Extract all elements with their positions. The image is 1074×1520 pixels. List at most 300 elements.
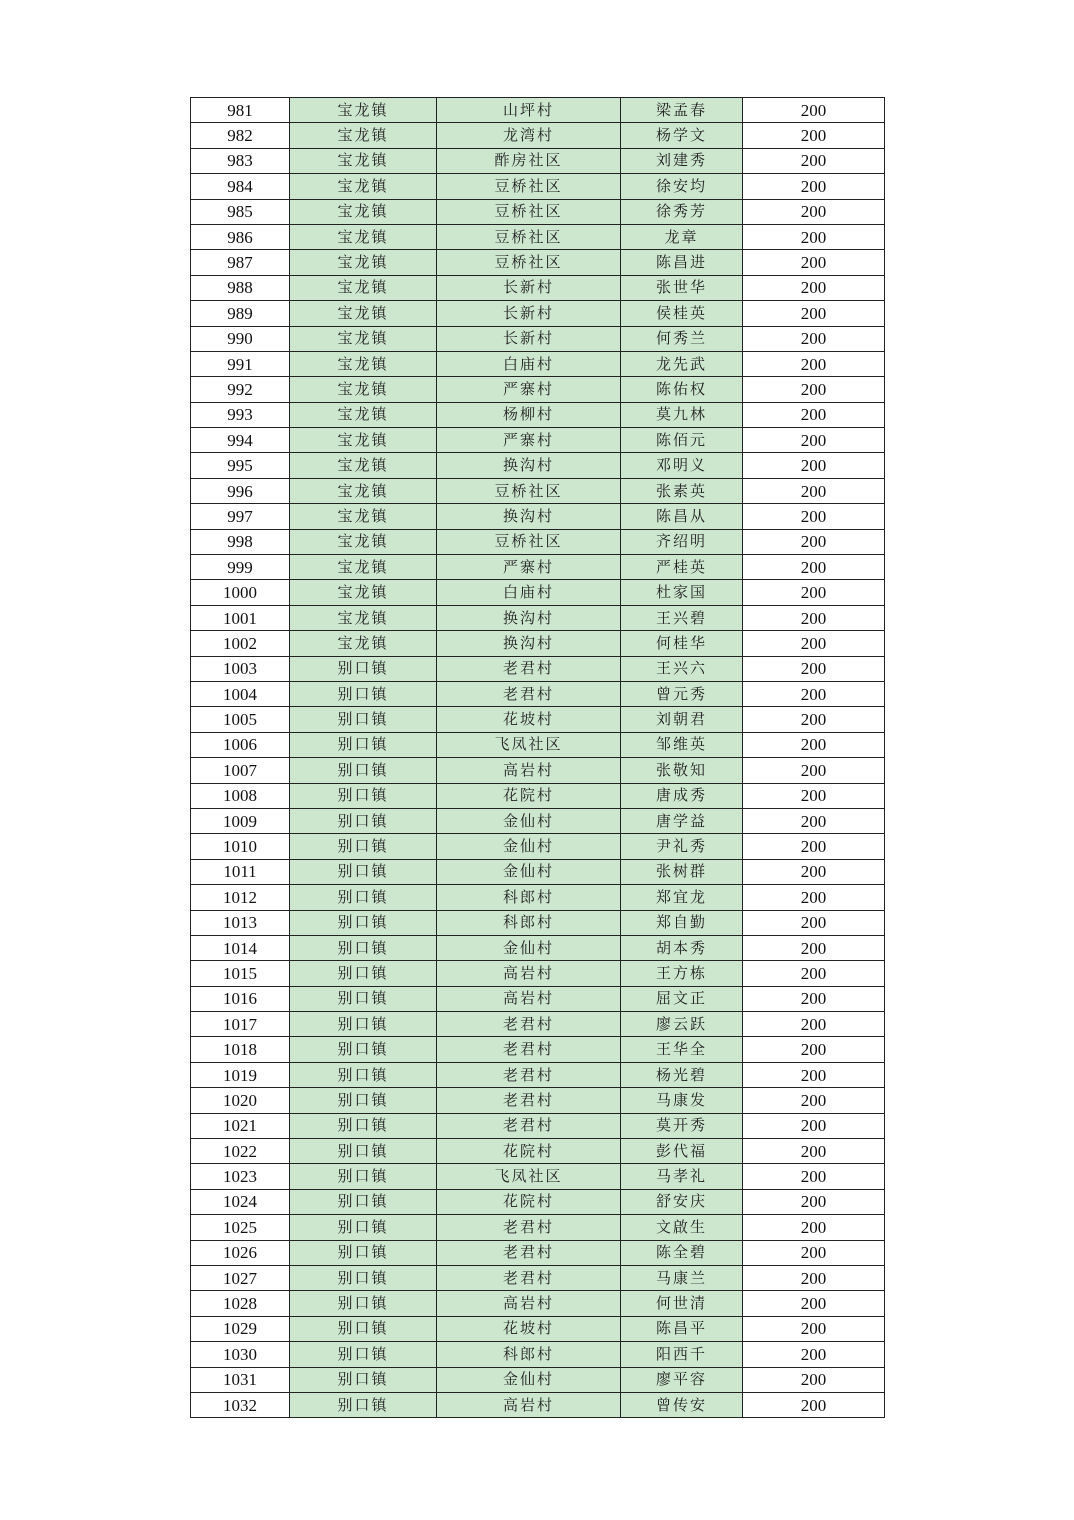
town-cell: 别口镇 <box>290 681 437 706</box>
village-cell: 老君村 <box>437 1240 621 1265</box>
town-cell: 别口镇 <box>290 1012 437 1037</box>
town-cell: 宝龙镇 <box>290 631 437 656</box>
amount-cell: 200 <box>743 377 885 402</box>
village-cell: 飞凤社区 <box>437 732 621 757</box>
village-cell: 豆桥社区 <box>437 224 621 249</box>
row-number-cell: 990 <box>191 326 290 351</box>
village-cell: 科郎村 <box>437 885 621 910</box>
town-cell: 宝龙镇 <box>290 326 437 351</box>
table-row <box>191 986 885 1011</box>
table-row <box>191 123 885 148</box>
village-cell: 高岩村 <box>437 1291 621 1316</box>
amount-cell: 200 <box>743 1240 885 1265</box>
table-row <box>191 1037 885 1062</box>
village-cell: 豆桥社区 <box>437 250 621 275</box>
row-number-cell: 999 <box>191 555 290 580</box>
row-number-cell: 1025 <box>191 1215 290 1240</box>
row-number-cell: 985 <box>191 199 290 224</box>
person-name-cell: 杜家国 <box>621 580 743 605</box>
row-number-cell: 989 <box>191 301 290 326</box>
village-cell: 花院村 <box>437 783 621 808</box>
amount-cell: 200 <box>743 148 885 173</box>
person-name-cell: 陈昌平 <box>621 1316 743 1341</box>
table-row <box>191 402 885 427</box>
row-number-cell: 995 <box>191 453 290 478</box>
village-cell: 金仙村 <box>437 808 621 833</box>
village-cell: 金仙村 <box>437 1367 621 1392</box>
person-name-cell: 舒安庆 <box>621 1189 743 1214</box>
person-name-cell: 廖云跃 <box>621 1012 743 1037</box>
person-name-cell: 曾元秀 <box>621 681 743 706</box>
table-row <box>191 148 885 173</box>
town-cell: 宝龙镇 <box>290 224 437 249</box>
row-number-cell: 1002 <box>191 631 290 656</box>
amount-cell: 200 <box>743 605 885 630</box>
person-name-cell: 马孝礼 <box>621 1164 743 1189</box>
row-number-cell: 987 <box>191 250 290 275</box>
table-row <box>191 174 885 199</box>
village-cell: 花院村 <box>437 1189 621 1214</box>
person-name-cell: 龙先武 <box>621 351 743 376</box>
amount-cell: 200 <box>743 301 885 326</box>
village-cell: 老君村 <box>437 1037 621 1062</box>
person-name-cell: 莫九林 <box>621 402 743 427</box>
row-number-cell: 994 <box>191 428 290 453</box>
village-cell: 换沟村 <box>437 605 621 630</box>
amount-cell: 200 <box>743 174 885 199</box>
row-number-cell: 983 <box>191 148 290 173</box>
row-number-cell: 1003 <box>191 656 290 681</box>
table-row <box>191 275 885 300</box>
village-cell: 严寨村 <box>437 428 621 453</box>
row-number-cell: 1023 <box>191 1164 290 1189</box>
town-cell: 宝龙镇 <box>290 504 437 529</box>
table-row <box>191 910 885 935</box>
town-cell: 宝龙镇 <box>290 580 437 605</box>
town-cell: 宝龙镇 <box>290 428 437 453</box>
village-cell: 豆桥社区 <box>437 478 621 503</box>
table-row <box>191 199 885 224</box>
town-cell: 别口镇 <box>290 935 437 960</box>
village-cell: 金仙村 <box>437 834 621 859</box>
table-row <box>191 428 885 453</box>
amount-cell: 200 <box>743 834 885 859</box>
person-name-cell: 刘建秀 <box>621 148 743 173</box>
row-number-cell: 1027 <box>191 1265 290 1290</box>
person-name-cell: 郑自勤 <box>621 910 743 935</box>
village-cell: 白庙村 <box>437 580 621 605</box>
person-name-cell: 何秀兰 <box>621 326 743 351</box>
person-name-cell: 陈昌从 <box>621 504 743 529</box>
table-row <box>191 783 885 808</box>
amount-cell: 200 <box>743 275 885 300</box>
person-name-cell: 邹维英 <box>621 732 743 757</box>
table-row <box>191 1291 885 1316</box>
town-cell: 别口镇 <box>290 1367 437 1392</box>
village-cell: 金仙村 <box>437 935 621 960</box>
amount-cell: 200 <box>743 656 885 681</box>
row-number-cell: 1004 <box>191 681 290 706</box>
town-cell: 别口镇 <box>290 1291 437 1316</box>
person-name-cell: 杨光碧 <box>621 1062 743 1087</box>
town-cell: 别口镇 <box>290 986 437 1011</box>
table-row <box>191 98 885 123</box>
amount-cell: 200 <box>743 504 885 529</box>
row-number-cell: 1005 <box>191 707 290 732</box>
village-cell: 龙湾村 <box>437 123 621 148</box>
amount-cell: 200 <box>743 1215 885 1240</box>
person-name-cell: 陈昌进 <box>621 250 743 275</box>
village-cell: 白庙村 <box>437 351 621 376</box>
table-row <box>191 707 885 732</box>
town-cell: 宝龙镇 <box>290 98 437 123</box>
village-cell: 换沟村 <box>437 631 621 656</box>
table-row <box>191 859 885 884</box>
person-name-cell: 何世清 <box>621 1291 743 1316</box>
table-row <box>191 605 885 630</box>
person-name-cell: 张树群 <box>621 859 743 884</box>
village-cell: 长新村 <box>437 275 621 300</box>
town-cell: 宝龙镇 <box>290 275 437 300</box>
person-name-cell: 齐绍明 <box>621 529 743 554</box>
amount-cell: 200 <box>743 859 885 884</box>
amount-cell: 200 <box>743 199 885 224</box>
village-cell: 金仙村 <box>437 859 621 884</box>
amount-cell: 200 <box>743 580 885 605</box>
table-row <box>191 1164 885 1189</box>
town-cell: 宝龙镇 <box>290 402 437 427</box>
town-cell: 别口镇 <box>290 1164 437 1189</box>
person-name-cell: 郑宜龙 <box>621 885 743 910</box>
amount-cell: 200 <box>743 783 885 808</box>
person-name-cell: 马康兰 <box>621 1265 743 1290</box>
village-cell: 老君村 <box>437 1012 621 1037</box>
town-cell: 别口镇 <box>290 1316 437 1341</box>
amount-cell: 200 <box>743 428 885 453</box>
table-row <box>191 453 885 478</box>
person-name-cell: 侯桂英 <box>621 301 743 326</box>
row-number-cell: 1029 <box>191 1316 290 1341</box>
row-number-cell: 1015 <box>191 961 290 986</box>
row-number-cell: 1030 <box>191 1342 290 1367</box>
amount-cell: 200 <box>743 402 885 427</box>
table-row <box>191 935 885 960</box>
village-cell: 酢房社区 <box>437 148 621 173</box>
town-cell: 别口镇 <box>290 1062 437 1087</box>
row-number-cell: 1028 <box>191 1291 290 1316</box>
person-name-cell: 尹礼秀 <box>621 834 743 859</box>
amount-cell: 200 <box>743 1265 885 1290</box>
person-name-cell: 梁孟春 <box>621 98 743 123</box>
amount-cell: 200 <box>743 453 885 478</box>
row-number-cell: 991 <box>191 351 290 376</box>
row-number-cell: 1008 <box>191 783 290 808</box>
town-cell: 宝龙镇 <box>290 199 437 224</box>
village-cell: 高岩村 <box>437 1392 621 1417</box>
person-name-cell: 杨学文 <box>621 123 743 148</box>
table-row <box>191 656 885 681</box>
town-cell: 宝龙镇 <box>290 301 437 326</box>
person-name-cell: 王兴六 <box>621 656 743 681</box>
table-row <box>191 885 885 910</box>
table-row <box>191 961 885 986</box>
town-cell: 别口镇 <box>290 808 437 833</box>
row-number-cell: 1006 <box>191 732 290 757</box>
table-row <box>191 250 885 275</box>
row-number-cell: 1032 <box>191 1392 290 1417</box>
row-number-cell: 1001 <box>191 605 290 630</box>
row-number-cell: 1014 <box>191 935 290 960</box>
amount-cell: 200 <box>743 555 885 580</box>
amount-cell: 200 <box>743 1189 885 1214</box>
amount-cell: 200 <box>743 351 885 376</box>
table-row <box>191 1113 885 1138</box>
table-row <box>191 1265 885 1290</box>
village-cell: 科郎村 <box>437 910 621 935</box>
person-name-cell: 马康发 <box>621 1088 743 1113</box>
row-number-cell: 996 <box>191 478 290 503</box>
table-row <box>191 377 885 402</box>
row-number-cell: 1007 <box>191 758 290 783</box>
amount-cell: 200 <box>743 1088 885 1113</box>
table-row <box>191 224 885 249</box>
village-cell: 老君村 <box>437 1215 621 1240</box>
amount-cell: 200 <box>743 1392 885 1417</box>
person-name-cell: 阳西千 <box>621 1342 743 1367</box>
amount-cell: 200 <box>743 1113 885 1138</box>
amount-cell: 200 <box>743 478 885 503</box>
amount-cell: 200 <box>743 681 885 706</box>
row-number-cell: 1018 <box>191 1037 290 1062</box>
person-name-cell: 严桂英 <box>621 555 743 580</box>
village-cell: 严寨村 <box>437 377 621 402</box>
row-number-cell: 1010 <box>191 834 290 859</box>
town-cell: 宝龙镇 <box>290 250 437 275</box>
row-number-cell: 1019 <box>191 1062 290 1087</box>
person-name-cell: 王兴碧 <box>621 605 743 630</box>
town-cell: 宝龙镇 <box>290 555 437 580</box>
town-cell: 别口镇 <box>290 1037 437 1062</box>
village-cell: 老君村 <box>437 1265 621 1290</box>
table-row <box>191 1392 885 1417</box>
row-number-cell: 992 <box>191 377 290 402</box>
village-cell: 严寨村 <box>437 555 621 580</box>
town-cell: 别口镇 <box>290 656 437 681</box>
table-row <box>191 1240 885 1265</box>
town-cell: 别口镇 <box>290 1189 437 1214</box>
village-cell: 换沟村 <box>437 453 621 478</box>
table-body <box>191 98 885 1418</box>
village-cell: 花坡村 <box>437 707 621 732</box>
amount-cell: 200 <box>743 1037 885 1062</box>
table-row <box>191 478 885 503</box>
row-number-cell: 1009 <box>191 808 290 833</box>
town-cell: 宝龙镇 <box>290 605 437 630</box>
row-number-cell: 1021 <box>191 1113 290 1138</box>
table-row <box>191 1012 885 1037</box>
amount-cell: 200 <box>743 1367 885 1392</box>
row-number-cell: 981 <box>191 98 290 123</box>
amount-cell: 200 <box>743 986 885 1011</box>
village-cell: 老君村 <box>437 656 621 681</box>
village-cell: 山坪村 <box>437 98 621 123</box>
person-name-cell: 文啟生 <box>621 1215 743 1240</box>
village-cell: 换沟村 <box>437 504 621 529</box>
amount-cell: 200 <box>743 326 885 351</box>
town-cell: 宝龙镇 <box>290 174 437 199</box>
person-name-cell: 廖平容 <box>621 1367 743 1392</box>
person-name-cell: 屈文正 <box>621 986 743 1011</box>
amount-cell: 200 <box>743 250 885 275</box>
person-name-cell: 胡本秀 <box>621 935 743 960</box>
table-row <box>191 1367 885 1392</box>
town-cell: 宝龙镇 <box>290 377 437 402</box>
amount-cell: 200 <box>743 732 885 757</box>
town-cell: 宝龙镇 <box>290 529 437 554</box>
amount-cell: 200 <box>743 1342 885 1367</box>
table-row <box>191 1189 885 1214</box>
amount-cell: 200 <box>743 935 885 960</box>
town-cell: 别口镇 <box>290 758 437 783</box>
table-row <box>191 834 885 859</box>
town-cell: 宝龙镇 <box>290 123 437 148</box>
village-cell: 高岩村 <box>437 961 621 986</box>
table-row <box>191 326 885 351</box>
table-row <box>191 808 885 833</box>
person-name-cell: 陈全碧 <box>621 1240 743 1265</box>
table-row <box>191 681 885 706</box>
town-cell: 别口镇 <box>290 1265 437 1290</box>
amount-cell: 200 <box>743 961 885 986</box>
village-cell: 豆桥社区 <box>437 199 621 224</box>
row-number-cell: 1012 <box>191 885 290 910</box>
table-row <box>191 529 885 554</box>
row-number-cell: 1031 <box>191 1367 290 1392</box>
row-number-cell: 1013 <box>191 910 290 935</box>
town-cell: 别口镇 <box>290 885 437 910</box>
town-cell: 别口镇 <box>290 707 437 732</box>
amount-cell: 200 <box>743 1062 885 1087</box>
table-row <box>191 1342 885 1367</box>
table-row <box>191 351 885 376</box>
town-cell: 宝龙镇 <box>290 351 437 376</box>
row-number-cell: 986 <box>191 224 290 249</box>
row-number-cell: 988 <box>191 275 290 300</box>
row-number-cell: 993 <box>191 402 290 427</box>
person-name-cell: 唐学益 <box>621 808 743 833</box>
person-name-cell: 何桂华 <box>621 631 743 656</box>
village-cell: 长新村 <box>437 326 621 351</box>
town-cell: 别口镇 <box>290 910 437 935</box>
row-number-cell: 998 <box>191 529 290 554</box>
person-name-cell: 莫开秀 <box>621 1113 743 1138</box>
amount-cell: 200 <box>743 885 885 910</box>
town-cell: 宝龙镇 <box>290 478 437 503</box>
town-cell: 别口镇 <box>290 783 437 808</box>
town-cell: 别口镇 <box>290 1342 437 1367</box>
table-row <box>191 555 885 580</box>
town-cell: 宝龙镇 <box>290 453 437 478</box>
person-name-cell: 徐秀芳 <box>621 199 743 224</box>
person-name-cell: 张敬知 <box>621 758 743 783</box>
village-cell: 长新村 <box>437 301 621 326</box>
table-row <box>191 504 885 529</box>
village-cell: 飞凤社区 <box>437 1164 621 1189</box>
person-name-cell: 刘朝君 <box>621 707 743 732</box>
row-number-cell: 1022 <box>191 1139 290 1164</box>
subsidy-list-table <box>190 97 885 1418</box>
row-number-cell: 1017 <box>191 1012 290 1037</box>
amount-cell: 200 <box>743 631 885 656</box>
table-row <box>191 1316 885 1341</box>
town-cell: 宝龙镇 <box>290 148 437 173</box>
amount-cell: 200 <box>743 1291 885 1316</box>
amount-cell: 200 <box>743 707 885 732</box>
person-name-cell: 王华全 <box>621 1037 743 1062</box>
village-cell: 科郎村 <box>437 1342 621 1367</box>
village-cell: 花院村 <box>437 1139 621 1164</box>
amount-cell: 200 <box>743 1164 885 1189</box>
town-cell: 别口镇 <box>290 834 437 859</box>
amount-cell: 200 <box>743 1012 885 1037</box>
row-number-cell: 1016 <box>191 986 290 1011</box>
row-number-cell: 1000 <box>191 580 290 605</box>
amount-cell: 200 <box>743 1139 885 1164</box>
table-row <box>191 1139 885 1164</box>
amount-cell: 200 <box>743 123 885 148</box>
table-row <box>191 1088 885 1113</box>
table-row <box>191 631 885 656</box>
amount-cell: 200 <box>743 758 885 783</box>
town-cell: 别口镇 <box>290 961 437 986</box>
person-name-cell: 王方栋 <box>621 961 743 986</box>
village-cell: 高岩村 <box>437 758 621 783</box>
amount-cell: 200 <box>743 808 885 833</box>
person-name-cell: 唐成秀 <box>621 783 743 808</box>
row-number-cell: 1026 <box>191 1240 290 1265</box>
town-cell: 别口镇 <box>290 1139 437 1164</box>
person-name-cell: 龙章 <box>621 224 743 249</box>
village-cell: 老君村 <box>437 1113 621 1138</box>
row-number-cell: 1020 <box>191 1088 290 1113</box>
row-number-cell: 982 <box>191 123 290 148</box>
table-row <box>191 301 885 326</box>
amount-cell: 200 <box>743 1316 885 1341</box>
village-cell: 豆桥社区 <box>437 529 621 554</box>
village-cell: 花坡村 <box>437 1316 621 1341</box>
town-cell: 别口镇 <box>290 1113 437 1138</box>
person-name-cell: 陈佑权 <box>621 377 743 402</box>
amount-cell: 200 <box>743 98 885 123</box>
person-name-cell: 陈佰元 <box>621 428 743 453</box>
amount-cell: 200 <box>743 224 885 249</box>
person-name-cell: 曾传安 <box>621 1392 743 1417</box>
table-row <box>191 580 885 605</box>
person-name-cell: 邓明义 <box>621 453 743 478</box>
village-cell: 老君村 <box>437 681 621 706</box>
row-number-cell: 1011 <box>191 859 290 884</box>
person-name-cell: 张素英 <box>621 478 743 503</box>
village-cell: 豆桥社区 <box>437 174 621 199</box>
table-row <box>191 732 885 757</box>
town-cell: 别口镇 <box>290 732 437 757</box>
table-row <box>191 1215 885 1240</box>
town-cell: 别口镇 <box>290 1240 437 1265</box>
person-name-cell: 彭代福 <box>621 1139 743 1164</box>
person-name-cell: 徐安均 <box>621 174 743 199</box>
town-cell: 别口镇 <box>290 1392 437 1417</box>
amount-cell: 200 <box>743 910 885 935</box>
